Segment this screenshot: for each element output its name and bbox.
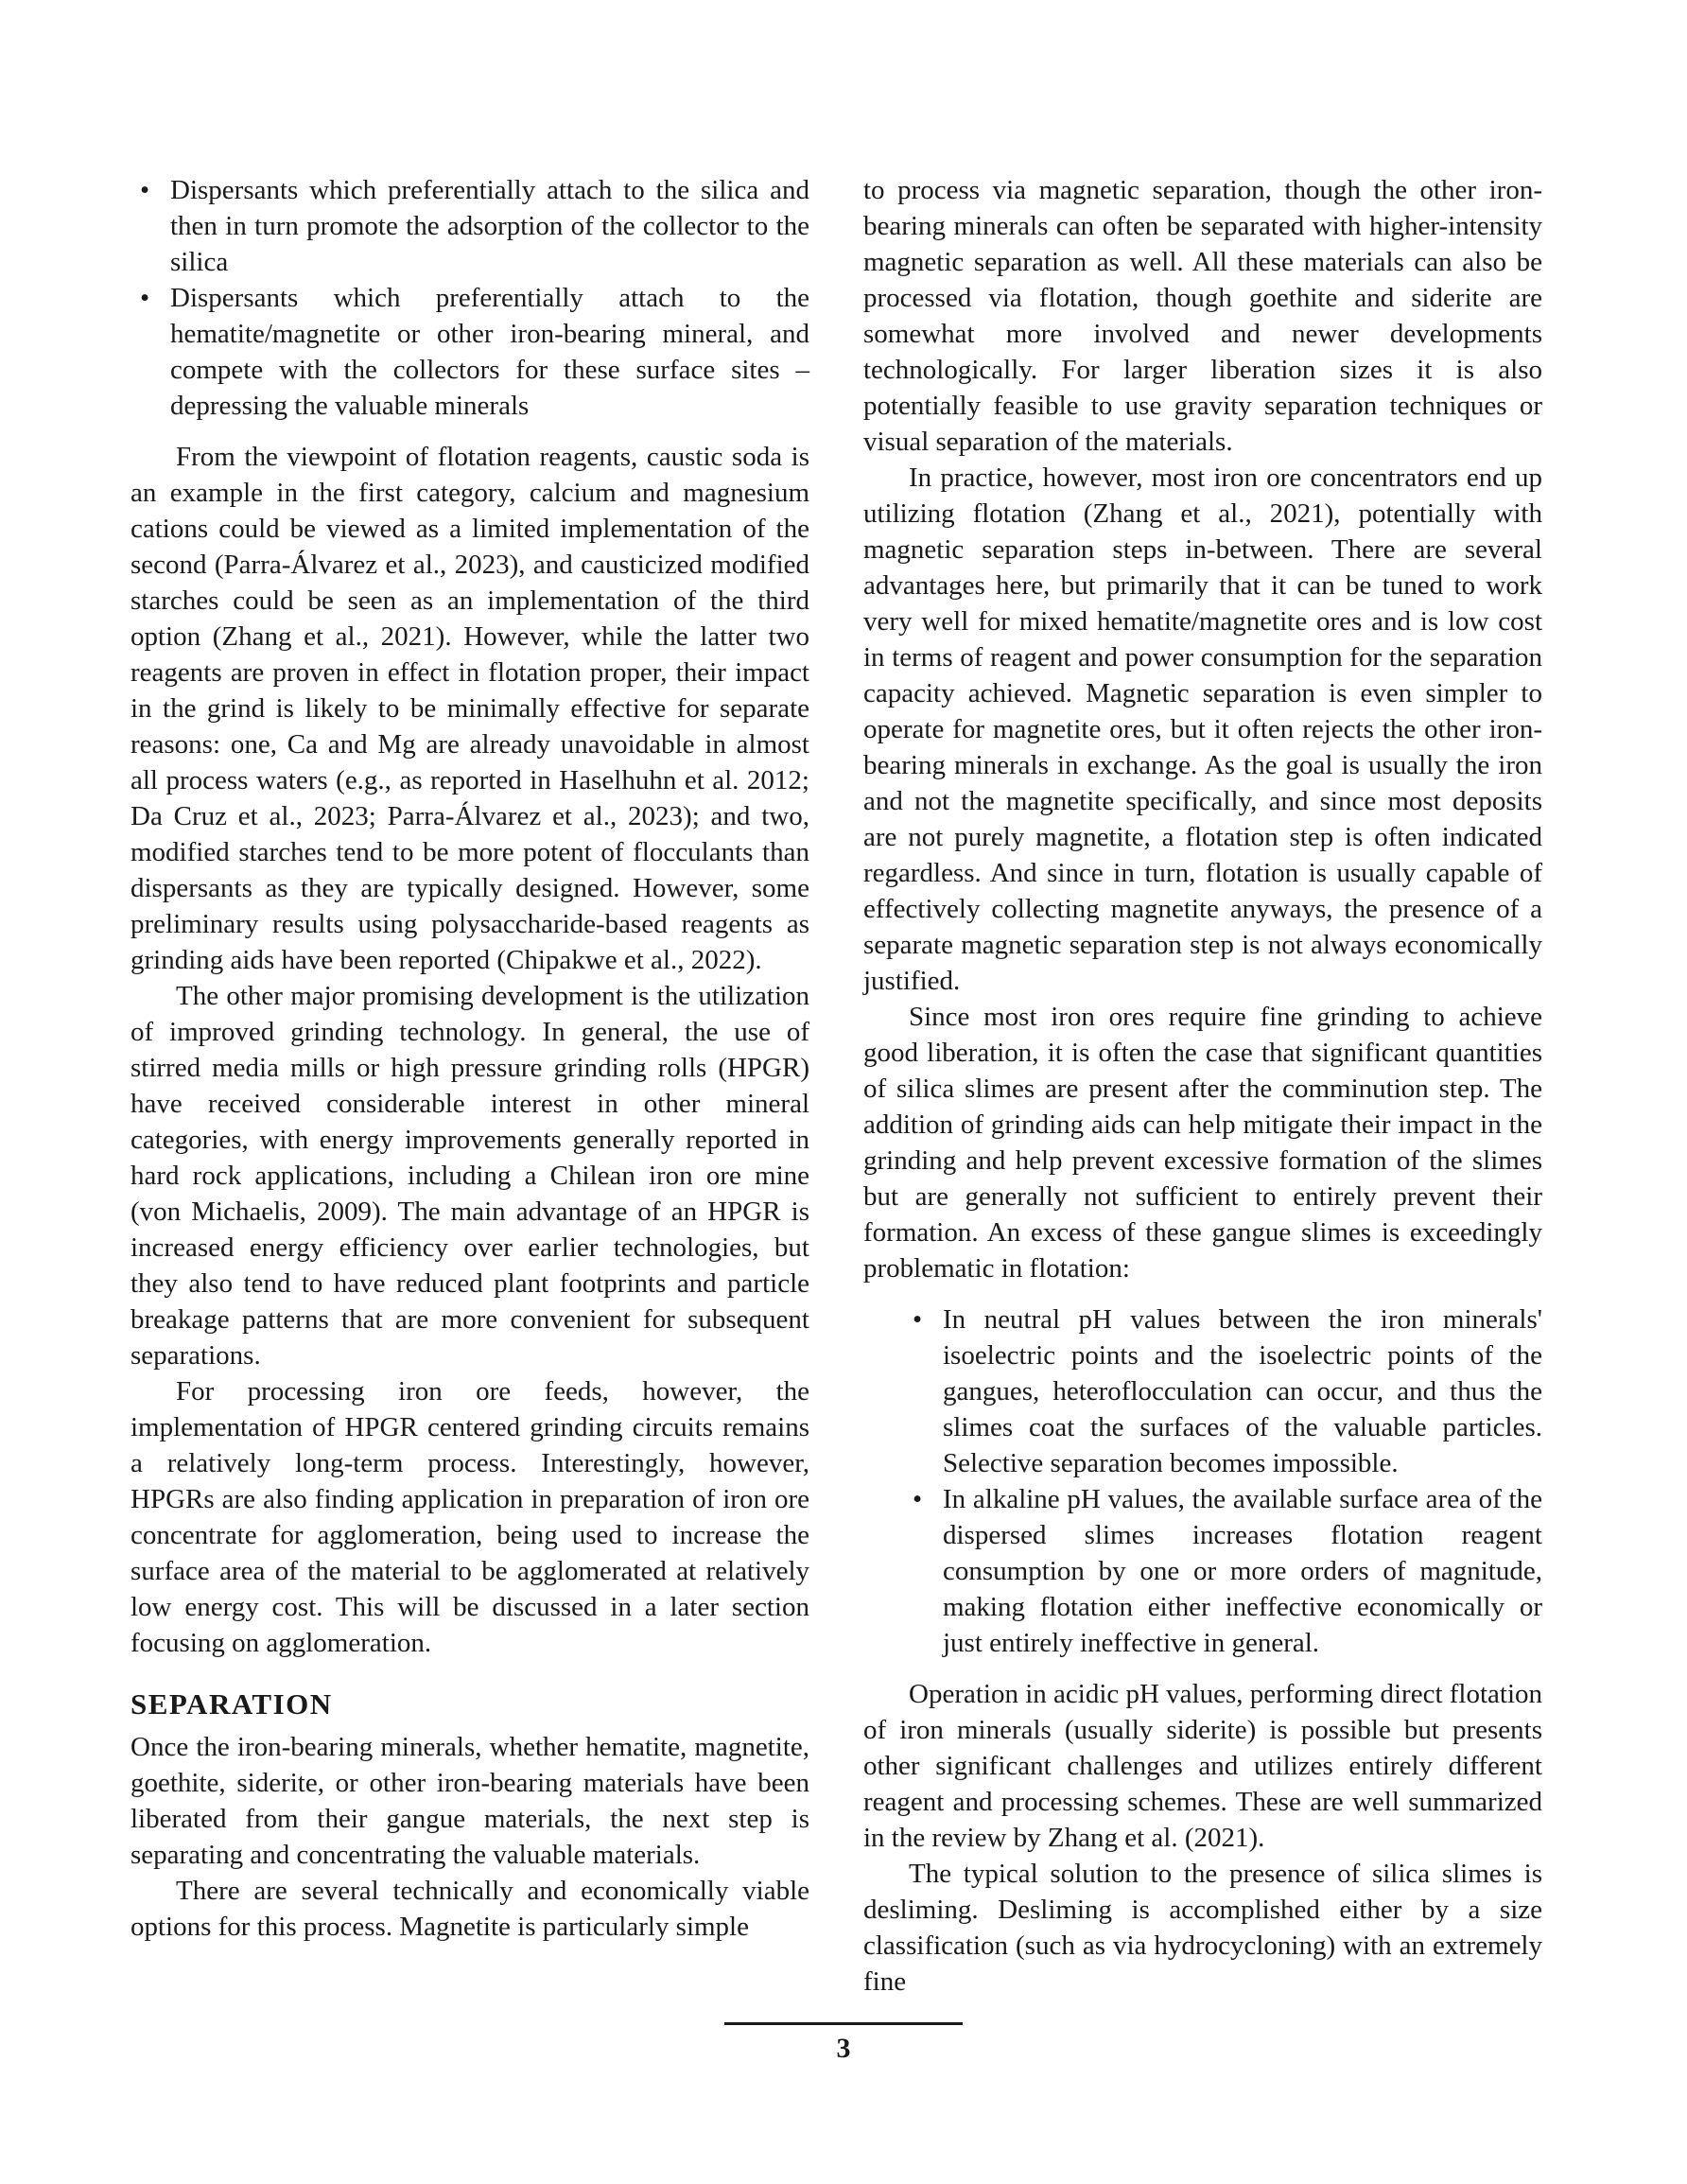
body-paragraph: The typical solution to the presence of silica slimes is desliming. Desliming is accomplished either by a size classification (such as via hydrocycloning) with an extremely fine [863,1859,1542,1997]
list-item [903,1481,1542,1661]
body-paragraph: In practice, however, most iron ore concentrators end up utilizing flotation (Zhang et al., 2021), potentially with magnetic separation steps in-between. There are several advantages here, but primarily that it can be tuned to work very well for mixed hematite/magnetite ores and is low cost in terms of reagent and power consumption for the separation capacity achieved. Magnetic separation is even simpler to operate for magnetite ores, but it often rejects the other iron-bearing minerals in exchange. As the goal is usually the iron and not the magnetite specifically, and since most deposits are not purely magnetite, a flotation step is often indicated regardless. And since in turn, flotation is usually capable of effectively collecting magnetite anyways, the presence of a separate magnetic separation step is not always economically justified. [863,463,1542,996]
right-column [863,172,1542,2000]
body-paragraph: Operation in acidic pH values, performing direct flotation of iron minerals (usually siderite) is possible but presents other significant challenges and utilizes entirely different reagent and processing schemes. These are well summarized in the review by Zhang et al. (2021). [863,1679,1543,1853]
body-paragraph: to process via magnetic separation, though the other iron-bearing minerals can often be separated with higher-intensity magnetic separation as well. All these materials can also be processed via flotation, though goethite and siderite are somewhat more involved and newer developments technologically. For larger liberation sizes it is also potentially feasible to use gravity separation techniques or visual separation of the materials. [863,175,1542,457]
bullet-text: Dispersants which preferentially attach to the hematite/magnetite or other iron-bearing mineral, and compete with the collectors for these surface sites – depressing the valuable minerals [170,283,809,421]
bullet-icon: • [913,1304,923,1335]
bullet-text: Dispersants which preferentially attach to the silica and then in turn promote the adsorption of the collector to the silica [170,175,809,277]
list-item [130,280,809,424]
body-paragraph: From the viewpoint of flotation reagents, caustic soda is an example in the first category, calcium and magnesium cations could be viewed as a limited implementation of the second (Parra-Álvarez et al., 2023), and causticized modified starches could be seen as an implementation of the third option (Zhang et al., 2021). However, while the latter two reagents are proven in effect in flotation proper, their impact in the grind is likely to be minimally effective for separate reasons: one, Ca and Mg are already unavoidable in almost all process waters (e.g., as reported in Haselhuhn et al. 2012; Da Cruz et al., 2023; Parra-Álvarez et al., 2023); and two, modified starches tend to be more potent of flocculants than dispersants as they are typically designed. However, some preliminary results using polysaccharide-based reagents as grinding aids have been reported (Chipakwe et al., 2022). [130,442,809,975]
list-item [903,1302,1542,1481]
body-paragraph: Once the iron-bearing minerals, whether hematite, magnetite, goethite, siderite, or other iron-bearing materials have been liberated from their gangue materials, the next step is separating and concentrating the valuable materials. [130,1732,809,1870]
body-paragraph: There are several technically and economically viable options for this process. Magnetite is particularly simple [130,1876,809,1942]
footer-rule [724,2022,963,2025]
body-paragraph: Since most iron ores require fine grinding to achieve good liberation, it is often the case that significant quantities of silica slimes are present after the comminution step. The addition of grinding aids can help mitigate their impact in the grinding and help prevent excessive formation of the slimes but are generally not sufficient to entirely prevent their formation. An excess of these gangue slimes is exceedingly problematic in flotation: [863,1002,1542,1284]
bullet-icon: • [913,1484,923,1514]
right-bullet-list [903,1302,1542,1661]
left-bullet-list [130,172,809,424]
body-paragraph: For processing iron ore feeds, however, the implementation of HPGR centered grinding circuits remains a relatively long-term process. Interestingly, however, HPGRs are also finding application in preparation of iron ore concentrate for agglomeration, being used to increase the surface area of the material to be agglomerated at relatively low energy cost. This will be discussed in a later section focusing on agglomeration. [130,1376,809,1658]
page-number: 3 [836,2033,851,2064]
section-heading: SEPARATION [130,1687,333,1721]
body-paragraph: The other major promising development is the utilization of improved grinding technology. In general, the use of stirred media mills or high pressure grinding rolls (HPGR) have received considerable interest in other mineral categories, with energy improvements generally reported in hard rock applications, including a Chilean iron ore mine (von Michaelis, 2009). The main advantage of an HPGR is increased energy efficiency over earlier technologies, but they also tend to have reduced plant footprints and particle breakage patterns that are more convenient for subsequent separations. [130,981,809,1371]
bullet-text: In neutral pH values between the iron minerals' isoelectric points and the isoelectric points of the gangues, heteroflocculation can occur, and thus the slimes coat the surfaces of the valuable particles. Selective separation becomes impossible. [943,1304,1542,1478]
bullet-icon: • [140,283,150,313]
left-column [130,172,809,1945]
bullet-icon: • [140,175,150,205]
bullet-text: In alkaline pH values, the available surface area of the dispersed slimes increases flotation reagent consumption by one or more orders of magnitude, making flotation either ineffective economically or just entirely ineffective in general. [943,1484,1542,1658]
list-item [130,172,809,280]
